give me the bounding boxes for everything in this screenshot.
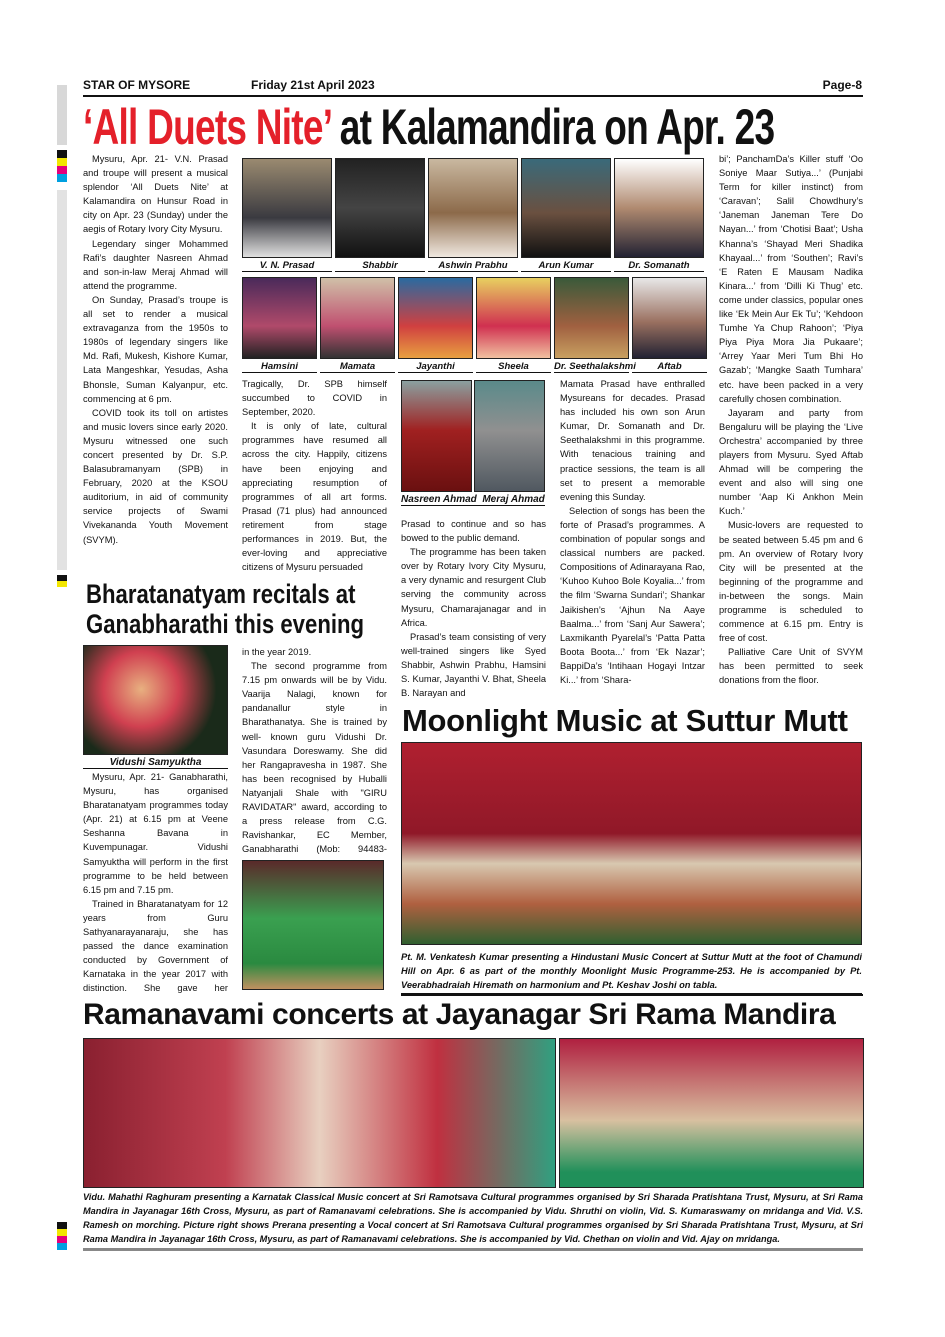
paragraph: COVID took its toll on artistes and music lovers since early 2020. Mysuru witnessed one such concert presented by Dr. S.P. Balasubramanyam (SPB) in February, 2020 at the KSOU auditorium, in aid of community service projects of Swami Vivekananda Youth Movement (SVYM).: [83, 407, 228, 545]
registration-mark: [57, 581, 67, 587]
moonlight-caption: Pt. M. Venkatesh Kumar presenting a Hindustani Music Concert at Suttur Mutt at the foot of Chamundi Hill on Apr. 6 as part of the monthly Moonlight Music Programme-253. He is accompanied by Pt. Veerabhadraiah Hiremath on harmonium and Pt. Keshav Joshi on tabla.: [401, 950, 862, 994]
headline-red-part: ‘All Duets Nite’: [83, 99, 331, 155]
photo-vidushi-samyuktha: [83, 645, 228, 755]
photo-dancers-group: [242, 860, 384, 990]
paragraph: Mysuru, Apr. 21- Ganabharathi, Mysuru, has organised Bharatanatyam programmes today (Apr. 21) at 6.15 pm at Veene Seshanna Bavana in Kuvempunagar. Vidushi Samyuktha will perform in the first programme to be held between 6.15 pm and 7.15 pm.: [83, 772, 228, 895]
photo-caption: Dr. Somanath: [614, 260, 704, 272]
caption-part: Nasreen Ahmad: [401, 494, 477, 505]
paragraph: Trained in Bharatanatyam for 12 years from Guru Sathyanarayanaraju, she has passed the dance examination conducted by Government of Karnataka in the year 2017 with distinction. She gave her: [83, 898, 228, 994]
paragraph: Music-lovers are requested to be seated between 5.45 pm and 6 pm. An overview of Rotary Ivory City will be presented at the beginning of the programme and in-between the songs. Main programme is scheduled to commence at 6.15 pm. Entry is free of cost.: [719, 520, 863, 644]
photo-caption: Aftab: [632, 361, 707, 373]
photo-suttur-mutt-concert: [401, 742, 862, 945]
paragraph: in the year 2019.: [242, 647, 312, 657]
bharatanatyam-headline-line-2: Ganabharathi this evening: [86, 609, 365, 639]
ramanavami-caption: Vidu. Mahathi Raghuram presenting a Karnatak Classical Music concert at Sri Ramotsava Cultural programmes organised by Sri Sharada Pratishtana Trust, Mysuru, at Sri Rama Mandira in Jayanagar 16th Cross, Mysuru, as part of Ramanavami celebrations. She is accompanied by Vidu. Shruthi on violin, Vid. S. Kumaraswamy on mridanga and Vid. V.S. Ramesh on morching. Picture right shows Prerana presenting a Vocal concert at Sri Ramotsava Cultural programmes organised by Sri Sharada Pratishtana Trust, Mysuru, at Sri Rama Mandira in Jayanagar 16th Cross, Mysuru, as part of Ramanavami celebrations. She is accompanied by Vid. Chethan on violin and Vid. Ajay on mridanga.: [83, 1190, 863, 1251]
bharatanatyam-column-1: [83, 770, 228, 996]
registration-mark: [57, 166, 67, 174]
moonlight-headline: Moonlight Music at Suttur Mutt: [402, 703, 848, 738]
photo-sheela: [476, 277, 551, 359]
singer-photos-row-1: [242, 158, 704, 258]
photo-mamata: [320, 277, 395, 359]
paragraph: bi’; PanchamDa’s Killer stuff ‘Oo Soniye Maar Sutiya...’ (Punjabi Term for killer instinct) from ‘Caravan’; Salil Chowdhury’s ‘Janeman Janeman Tere Do Nayan...’ from ‘Chotisi Baat’; Usha Khanna’s ‘Shayad Meri Shadika Khayaal...’ from ‘Southen’; Ravi’s ‘E Raten E Mausam Nadika Kinara...’ from ‘Dilli Ki Thug’ etc. come under classics, popular ones like ‘Ek Mein Aur Ek Tu’; ‘Kehdoon Tumhe Ya Chup Rahoon’; ‘Piya Piya Piya Mora Jia Pukaare’; ‘Arrey Yaar Meri Tum Bhi Ho Gazab’; ‘Mangke Saath Tumhara’ etc. have been packed in a very carefully chosen combination.: [719, 154, 863, 404]
photo-caption: Dr. Seethalakshmi: [554, 361, 636, 372]
paragraph: Mamata Prasad have enthralled Mysureans for decades. Prasad has included his own son Arun Kumar, Dr. Somanath and Dr. Seethalakshmi in this programme. With tenacious training and practice sessions, the team is all set to present a memorable evening this Sunday.: [560, 379, 705, 502]
paragraph: Prasad’s team consisting of very well-trained singers like Syed Shabbir, Ashwin Prabhu, Hamsini S. Kumar, Jayanthi V. Bhat, Sheela B. Narayan and: [401, 631, 546, 699]
article-column-2: [242, 377, 387, 575]
photo-dr-somanath: [614, 158, 704, 258]
photo-prerana-concert: [559, 1038, 864, 1188]
article-column-3: [401, 517, 546, 702]
headline-black-part: at Kalamandira on Apr. 23: [330, 99, 775, 155]
photo-dr-seethalakshmi: [554, 277, 629, 359]
photo-caption: Vidushi Samyuktha: [83, 757, 228, 769]
page-headline: [83, 98, 774, 156]
paragraph: It is only of late, cultural programmes have resumed all across the city. Happily, citizens have been enjoying and appreciating resumption of programmes of all art forms. Prasad (71 plus) had announced retirement from stage performances in 2019. But, the ever-loving and appreciative citizens of Mysuru persuaded: [242, 421, 387, 573]
photo-caption: Arun Kumar: [521, 260, 611, 272]
photo-shabbir: [335, 158, 425, 258]
photo-caption: Sheela: [476, 361, 551, 373]
paragraph: The second programme from 7.15 pm onwards will be by Vidu. Vaarija Nalagi, known for pandanallur style in Bharathanatya. She is trained by well- known guru Vidushi Dr. Vasundara Doreswamy. She did her Rangapravesha in 1987. She has been recognised by Huballi Natyanjali Shale with "GIRU RAVIDATAR" award, according to a press release from C.G. Ravishankar, EC Member, Ganabharathi (Mob: 94483-: [242, 661, 387, 855]
article-column-4: [560, 377, 705, 702]
section-rule: [401, 994, 863, 996]
photo-nasreen-ahmad: [401, 380, 472, 492]
registration-mark: [57, 1229, 67, 1236]
photo-caption: V. N. Prasad: [242, 260, 332, 272]
paragraph: Jayaram and party from Bengaluru will be playing the ‘Live Orchestra’ accompanied by three players from Mysuru. Syed Aftab Ahmad will be compering the event and also will sing one number ‘Aap Ki Ankhon Mein Kuch.’: [719, 407, 863, 517]
registration-mark: [57, 158, 67, 166]
paragraph: Mysuru, Apr. 21- V.N. Prasad and troupe will present a musical splendor ‘All Duets Nite’ at Kalamandira on Hunsur Road in city on Apr. 23 (Sunday) under the aegis of Rotary Ivory City Mysuru.: [83, 154, 228, 235]
photo-ashwin-prabhu: [428, 158, 518, 258]
registration-strip: [57, 85, 67, 145]
registration-mark: [57, 1236, 67, 1243]
registration-mark: [57, 150, 67, 158]
issue-date: Friday 21st April 2023: [251, 78, 375, 92]
bharatanatyam-headline-line-1: Bharatanatyam recitals at: [86, 579, 356, 609]
paragraph: On Sunday, Prasad’s troupe is all set to render a musical extravaganza from the 1950s to 1980s of legendary singers like Md. Rafi, Mukesh, Kishore Kumar, Lata Mangeshkar, Yesudas, Asha Bhonsle, Suman Kalyanpur, etc. commencing at 6 pm.: [83, 294, 228, 404]
photo-meraj-ahmad: [474, 380, 545, 492]
paragraph: Legendary singer Mohammed Rafi’s daughter Nasreen Ahmad and son-in-law Meraj Ahmad will attend the programme.: [83, 238, 228, 291]
singer-photos-row-2: [242, 277, 707, 359]
paper-name: STAR OF MYSORE: [83, 78, 191, 92]
photo-arun-kumar: [521, 158, 611, 258]
paragraph: The programme has been taken over by Rotary Ivory City Mysuru, a very dynamic and resurgent Club serving the community across Mysuru, Chamarajanagar and in Africa.: [401, 547, 546, 628]
guest-photo-caption: [401, 494, 545, 506]
paragraph: Palliative Care Unit of SVYM has been permitted to seek donations from the floor.: [719, 647, 863, 686]
photo-caption: Ashwin Prabhu: [428, 260, 518, 272]
photo-caption: Jayanthi: [398, 361, 473, 373]
paragraph: Prasad to continue and so has bowed to the public demand.: [401, 519, 546, 544]
page-number: Page-8: [822, 78, 862, 92]
caption-part: Meraj Ahmad: [482, 494, 545, 505]
article-column-1: [83, 152, 228, 572]
photo-caption: Hamsini: [242, 361, 317, 373]
registration-strip: [57, 190, 67, 570]
photo-vn-prasad: [242, 158, 332, 258]
photo-mahathi-raghuram-concert: [83, 1038, 556, 1188]
article-column-5: [719, 152, 863, 702]
ramanavami-headline: Ramanavami concerts at Jayanagar Sri Rama Mandira: [83, 998, 836, 1031]
photo-caption: Mamata: [320, 361, 395, 373]
paragraph: Tragically, Dr. SPB himself succumbed to COVID in September, 2020.: [242, 379, 387, 418]
registration-mark: [57, 1243, 67, 1250]
bharatanatyam-column-2: [242, 645, 387, 857]
paragraph: Selection of songs has been the forte of Prasad’s programmes. A combination of popular songs and classical numbers are packed. Compositions of Adinarayana Rao, ‘Kuhoo Kuhoo Bole Koyalia...’ from the film ‘Swarna Sundari’; Shankar Jaikishen’s ‘Ajhun Na Aaye Baalma...’ from ‘Sanj Aur Sawera’; Laxmikanth Pyarelal’s ‘Patta Patta Boota Boota...’ from ‘Ek Nazar’; BappiDa’s ‘Intihaan Hogayi Intzar Ki...’ from ‘Shara-: [560, 505, 705, 685]
singer-names-row-1: [242, 260, 704, 272]
registration-mark: [57, 1222, 67, 1229]
photo-caption: Shabbir: [335, 260, 425, 272]
header-rule: [83, 95, 863, 97]
registration-mark: [57, 174, 67, 182]
photo-jayanthi: [398, 277, 473, 359]
photo-aftab: [632, 277, 707, 359]
photo-hamsini: [242, 277, 317, 359]
singer-names-row-2: [242, 361, 707, 373]
